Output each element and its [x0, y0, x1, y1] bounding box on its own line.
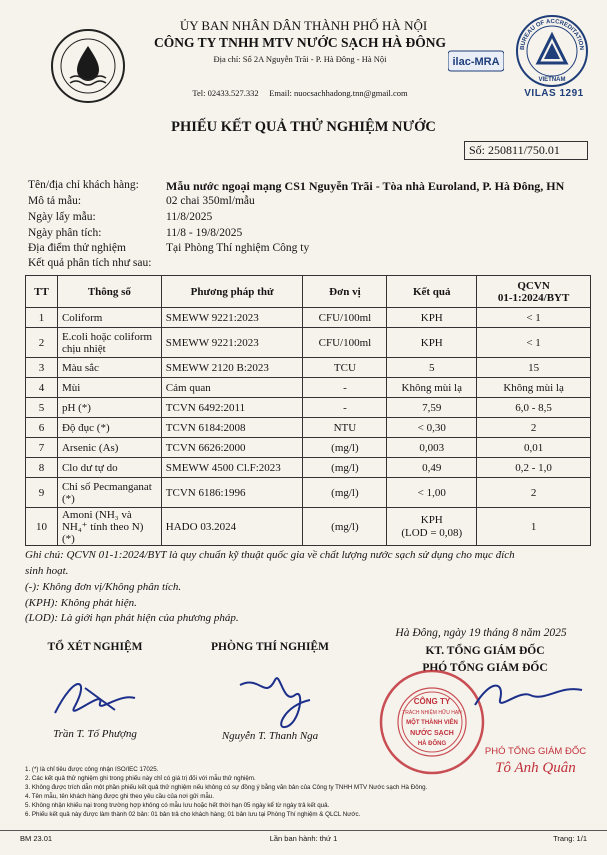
- cell-result: 5: [387, 358, 477, 378]
- footnote: 5. Không nhận khiếu nại trong trường hợp không có mẫu lưu hoặc hết thời hạn 05 ngày kể từ ngày trả kết quả.: [25, 802, 330, 809]
- info-value: 02 chai 350ml/mẫu: [166, 195, 255, 207]
- table-row: [26, 508, 591, 546]
- cell-limit: 6,0 - 8,5: [477, 398, 591, 418]
- sig-title-kt: KT. TỔNG GIÁM ĐỐC: [425, 645, 545, 657]
- info-value: Mẫu nước ngoại mạng CS1 Nguyễn Trãi - Tòa nhà Euroland, P. Hà Đông, HN: [166, 179, 565, 193]
- note-dash: (-): Không đơn vị/Không phân tích.: [25, 581, 182, 593]
- cell-limit: 2: [477, 478, 591, 508]
- svg-text:BUREAU OF ACCREDITATION: BUREAU OF ACCREDITATION: [519, 18, 585, 51]
- date-line: Hà Đông, ngày 19 tháng 8 năm 2025: [395, 627, 567, 639]
- cell-unit: (mg/l): [303, 458, 387, 478]
- cell-limit: Không mùi lạ: [477, 378, 591, 398]
- cell-limit: 2: [477, 418, 591, 438]
- cell-method: TCVN 6186:1996: [161, 478, 303, 508]
- info-label: Mô tả mẫu:: [28, 195, 82, 207]
- cell-unit: TCU: [303, 358, 387, 378]
- info-row-sampling-date: [28, 211, 588, 227]
- cell-param: Độ đục (*): [57, 418, 161, 438]
- cell-param: Chỉ số Pecmanganat (*): [57, 478, 161, 508]
- cell-result: < 0,30: [387, 418, 477, 438]
- header-tel: Tel: 02433.527.332: [192, 88, 259, 98]
- accreditation-logo: [514, 13, 590, 89]
- footer-issue: Lần ban hành: thứ 1: [269, 834, 338, 843]
- col-header-unit: Đơn vị: [303, 276, 387, 308]
- info-label: Ngày lấy mẫu:: [28, 211, 96, 223]
- cell-limit: 1: [477, 508, 591, 546]
- svg-text:NƯỚC SẠCH: NƯỚC SẠCH: [410, 730, 454, 737]
- info-row-results: [28, 257, 588, 273]
- cell-result: Không mùi lạ: [387, 378, 477, 398]
- table-row: [26, 478, 591, 508]
- cell-tt: 6: [26, 418, 58, 438]
- footnote: 3. Không được trích dẫn một phần phiếu kết quả thử nghiệm nếu không có sự đồng ý bằng văn bản của Công ty TNHH MTV Nước sạch Hà Đông.: [25, 784, 428, 791]
- cell-unit: -: [303, 398, 387, 418]
- cell-unit: NTU: [303, 418, 387, 438]
- cell-tt: 2: [26, 328, 58, 358]
- cell-tt: 4: [26, 378, 58, 398]
- cell-method: TCVN 6492:2011: [161, 398, 303, 418]
- cell-tt: 10: [26, 508, 58, 546]
- footnote: 1. (*) là chỉ tiêu được công nhận ISO/IEC 17025.: [25, 766, 159, 773]
- footnote: 4. Tên mẫu, tên khách hàng được ghi theo yêu cầu của nơi gửi mẫu.: [25, 793, 214, 800]
- table-row: [26, 438, 591, 458]
- signature-1: [45, 668, 155, 728]
- vilas-code: VILAS 1291: [524, 88, 584, 99]
- col-header-limit-line2: 01-1:2024/BYT: [497, 291, 570, 304]
- col-header-result: Kết quả: [387, 276, 477, 308]
- table-row: [26, 398, 591, 418]
- note-qcvn-cont: sinh hoạt.: [25, 565, 69, 577]
- cell-result-line2: (LOD = 0,08): [401, 526, 463, 539]
- cell-tt: 7: [26, 438, 58, 458]
- cell-method: SMEWW 9221:2023: [161, 308, 303, 328]
- cell-result: KPH: [387, 328, 477, 358]
- header-address: Địa chỉ: Số 2A Nguyễn Trãi - P. Hà Đông - Hà Nội: [213, 54, 387, 64]
- company-logo: [50, 28, 126, 104]
- cell-limit: < 1: [477, 328, 591, 358]
- table-header-row: [26, 276, 591, 308]
- note-kph: (KPH): Không phát hiện.: [25, 597, 137, 609]
- cell-method: TCVN 6184:2008: [161, 418, 303, 438]
- cell-tt: 8: [26, 458, 58, 478]
- cell-unit: (mg/l): [303, 508, 387, 546]
- svg-text:MỘT THÀNH VIÊN: MỘT THÀNH VIÊN: [406, 720, 458, 726]
- col-header-limit-line1: QCVN: [517, 279, 550, 292]
- header-company: CÔNG TY TNHH MTV NƯỚC SẠCH HÀ ĐÔNG: [154, 35, 446, 50]
- footnote: 2. Các kết quả thử nghiệm ghi trong phiếu này chỉ có giá trị đối với mẫu thử nghiệm.: [25, 775, 256, 782]
- table-row: [26, 328, 591, 358]
- cell-unit: -: [303, 378, 387, 398]
- sig-name-1: Trần T. Tố Phượng: [53, 728, 137, 740]
- cell-result: KPH: [387, 308, 477, 328]
- cell-limit: 0,2 - 1,0: [477, 458, 591, 478]
- col-header-limit: [477, 276, 591, 308]
- document-title: PHIẾU KẾT QUẢ THỬ NGHIỆM NƯỚC: [171, 119, 436, 135]
- page-footer: [0, 830, 607, 852]
- results-table: [25, 275, 591, 546]
- col-header-tt: TT: [26, 276, 58, 308]
- cell-result: [387, 508, 477, 546]
- info-value: Tại Phòng Thí nghiệm Công ty: [166, 242, 310, 254]
- info-row-location: [28, 242, 588, 258]
- table-row: [26, 458, 591, 478]
- sig-title-testing-team: TỔ XÉT NGHIỆM: [47, 641, 143, 653]
- footer-form-code: BM 23.01: [20, 834, 53, 843]
- cell-method: HADO 03.2024: [161, 508, 303, 546]
- cell-param: E.coli hoặc coliform chịu nhiệt: [57, 328, 161, 358]
- header-org: ỦY BAN NHÂN DÂN THÀNH PHỐ HÀ NỘI: [179, 18, 428, 33]
- cell-result: 0,003: [387, 438, 477, 458]
- footnote: 6. Phiếu kết quả này được làm thành 02 bản: 01 bản trả cho khách hàng; 01 bản lưu tại Phòng Thí nghiệm & QLCL Nước.: [25, 811, 361, 818]
- info-label: Địa điểm thử nghiệm: [28, 242, 126, 254]
- header-email: Email: nuocsachhadong.tnn@gmail.com: [269, 88, 408, 98]
- sig-title-deputy: PHÓ TỔNG GIÁM ĐỐC: [422, 662, 548, 674]
- cell-method: Cảm quan: [161, 378, 303, 398]
- cell-result-line1: KPH: [420, 513, 443, 526]
- stamp-signer-name: Tô Anh Quân: [495, 760, 576, 776]
- cell-unit: (mg/l): [303, 478, 387, 508]
- col-header-method: Phương pháp thử: [161, 276, 303, 308]
- cell-param: Coliform: [57, 308, 161, 328]
- table-row: [26, 418, 591, 438]
- note-lod: (LOD): Là giới hạn phát hiện của phương pháp.: [25, 612, 239, 624]
- signature-2: [225, 665, 335, 735]
- info-value: 11/8 - 19/8/2025: [166, 227, 243, 239]
- sig-name-2: Nguyễn T. Thanh Nga: [221, 730, 319, 742]
- cell-limit: 15: [477, 358, 591, 378]
- info-row-customer: [28, 179, 588, 195]
- ilac-mra-logo: [448, 49, 504, 73]
- info-label: Ngày phân tích:: [28, 227, 102, 239]
- info-value: 11/8/2025: [166, 211, 213, 223]
- cell-method: TCVN 6626:2000: [161, 438, 303, 458]
- table-row: [26, 308, 591, 328]
- stamp-deputy-title: PHÓ TỔNG GIÁM ĐỐC: [484, 746, 587, 757]
- cell-param: Màu sắc: [57, 358, 161, 378]
- svg-text:CÔNG TY: CÔNG TY: [413, 697, 451, 706]
- cell-unit: CFU/100ml: [303, 308, 387, 328]
- info-row-sample: [28, 195, 588, 211]
- cell-method: SMEWW 2120 B:2023: [161, 358, 303, 378]
- footer-page: Trang: 1/1: [553, 834, 587, 843]
- document-number: Số: 250811/750.01: [464, 141, 588, 160]
- table-row: [26, 378, 591, 398]
- cell-method: SMEWW 9221:2023: [161, 328, 303, 358]
- sig-title-lab: PHÒNG THÍ NGHIỆM: [211, 641, 329, 653]
- cell-result: 7,59: [387, 398, 477, 418]
- cell-limit: < 1: [477, 308, 591, 328]
- cell-unit: CFU/100ml: [303, 328, 387, 358]
- cell-param: Clo dư tự do: [57, 458, 161, 478]
- cell-result: < 1,00: [387, 478, 477, 508]
- cell-param: Amoni (NH₃ và NH₄⁺ tính theo N) (*): [57, 508, 161, 546]
- cell-param: pH (*): [57, 398, 161, 418]
- cell-limit: 0,01: [477, 438, 591, 458]
- svg-text:TRÁCH NHIỆM HỮU HẠN: TRÁCH NHIỆM HỮU HẠN: [402, 710, 462, 716]
- cell-param: Arsenic (As): [57, 438, 161, 458]
- cell-tt: 3: [26, 358, 58, 378]
- cell-tt: 5: [26, 398, 58, 418]
- info-label: Tên/địa chỉ khách hàng:: [28, 179, 139, 191]
- info-label: Kết quả phân tích như sau:: [28, 257, 152, 269]
- cell-result: 0,49: [387, 458, 477, 478]
- col-header-param: Thông số: [57, 276, 161, 308]
- note-qcvn: Ghi chú: QCVN 01-1:2024/BYT là quy chuẩn kỹ thuật quốc gia về chất lượng nước sạch sử dụng cho mục đích: [25, 549, 515, 561]
- ilac-label: ilac-MRA: [452, 56, 500, 68]
- cell-method: SMEWW 4500 Cl.F:2023: [161, 458, 303, 478]
- cell-param: Mùi: [57, 378, 161, 398]
- signature-3: [470, 670, 590, 720]
- cell-unit: (mg/l): [303, 438, 387, 458]
- cell-tt: 1: [26, 308, 58, 328]
- svg-text:HÀ ĐÔNG: HÀ ĐÔNG: [417, 741, 447, 747]
- header-contact: [150, 88, 450, 98]
- svg-text:VIETNAM: VIETNAM: [538, 77, 566, 83]
- footnotes: [25, 765, 595, 819]
- cell-tt: 9: [26, 478, 58, 508]
- table-row: [26, 358, 591, 378]
- info-row-analysis-date: [28, 227, 588, 243]
